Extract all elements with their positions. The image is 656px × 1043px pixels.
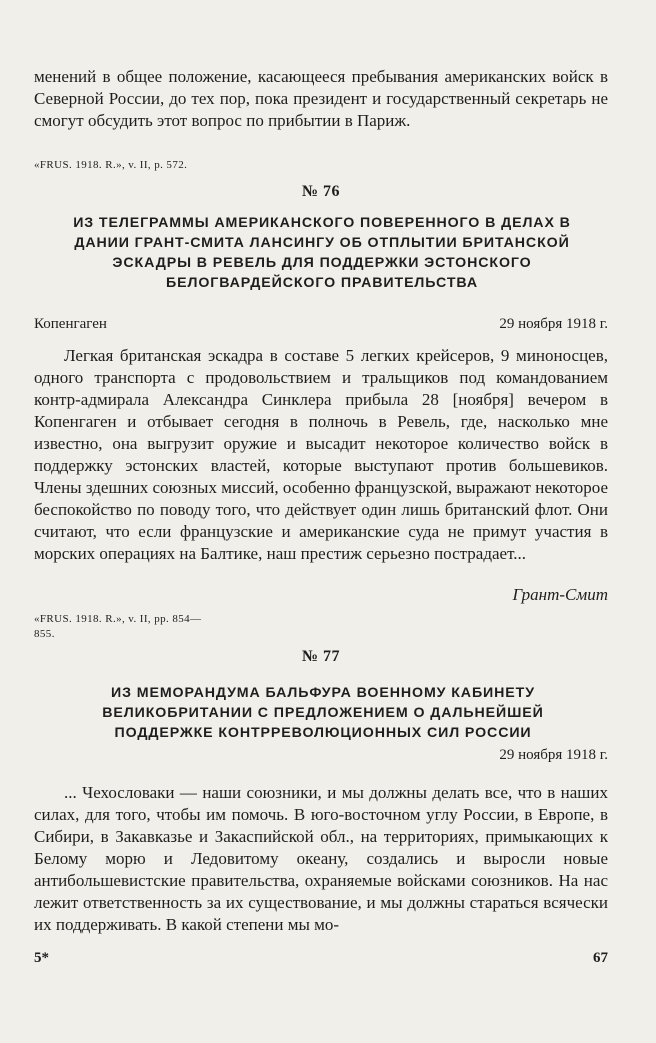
doc76-number: № 76 bbox=[301, 183, 341, 200]
doc76-citation bbox=[34, 612, 201, 642]
doc76-signature: Грант-Смит bbox=[512, 585, 608, 604]
doc77-date: 29 ноября 1918 г. bbox=[499, 747, 608, 763]
doc76-date: 29 ноября 1918 г. bbox=[499, 316, 608, 332]
signature-mark: 5* bbox=[34, 950, 49, 966]
intro-citation: «FRUS. 1918. R.», v. II, p. 572. bbox=[34, 159, 188, 171]
page-number: 67 bbox=[593, 950, 608, 966]
doc77-heading: ИЗ МЕМОРАНДУМА БАЛЬФУРА ВОЕННОМУ КАБИНЕТУ ВЕЛИКОБРИТАНИИ С ПРЕДЛОЖЕНИЕМ О ДАЛЬНЕЙШЕЙ ПОДДЕРЖКЕ КОНТРРЕВОЛЮЦИОННЫХ СИЛ РОССИИ bbox=[102, 685, 544, 741]
doc76-paragraph: Легкая британская эскадра в составе 5 легких крейсеров, 9 миноносцев, одного транспорта с продовольствием и тральщиков под командованием контр-адмирала Александра Синклера прибыла 28 [ноября] вечером в Копенгаген и отбывает сегодня в полночь в Ревель, где, насколько мне известно, она выгрузит оружие и высадит некоторое количество войск в поддержку эстонских властей, которые выступают против большевиков. Члены здешних союзных миссий, особенно французской, выражают некоторое беспокойство по поводу того, что действует один лишь британский флот. Они считают, что если французские и американские суда не примут участия в морских операциях на Балтике, наш престиж серьезно пострадает... bbox=[34, 346, 608, 563]
doc77-dateline bbox=[34, 747, 608, 764]
doc76-place: Копенгаген bbox=[34, 316, 107, 332]
doc76-citation-line1: «FRUS. 1918. R.», v. II, pp. 854— bbox=[34, 613, 202, 625]
doc76-placeline bbox=[34, 316, 608, 333]
doc76-heading: ИЗ ТЕЛЕГРАММЫ АМЕРИКАНСКОГО ПОВЕРЕННОГО В ДЕЛАХ В ДАНИИ ГРАНТ-СМИТА ЛАНСИНГУ ОБ ОТПЛЫТИИ БРИТАНСКОЙ ЭСКАДРЫ В РЕВЕЛЬ ДЛЯ ПОДДЕРЖКИ ЭСТОНСКОГО БЕЛОГВАРДЕЙСКОГО ПРАВИТЕЛЬСТВА bbox=[73, 215, 571, 291]
doc77-number: № 77 bbox=[301, 648, 341, 665]
doc77-paragraph: ... Чехословаки — наши союзники, и мы должны делать все, что в наших силах, для того, чтобы им помочь. В юго-восточном углу России, в Европе, в Сибири, в Закавказье и Закаспийской обл., на территориях, примыкающих к Белому морю и Ледовитому океану, создались и выросли новые антибольшевистские правительства, охраняемые войсками союзников. На нас лежит ответственность за их существование, и мы должны стараться всячески их поддерживать. В какой степени мы мо- bbox=[34, 783, 608, 934]
doc76-citation-line2: 855. bbox=[34, 628, 55, 640]
page-footer bbox=[34, 950, 608, 967]
intro-paragraph: менений в общее положение, касающееся пребывания американских войск в Северной России, до тех пор, пока президент и государственный секретарь не смогут обсудить этот вопрос по прибытии в Париж. bbox=[34, 67, 608, 130]
